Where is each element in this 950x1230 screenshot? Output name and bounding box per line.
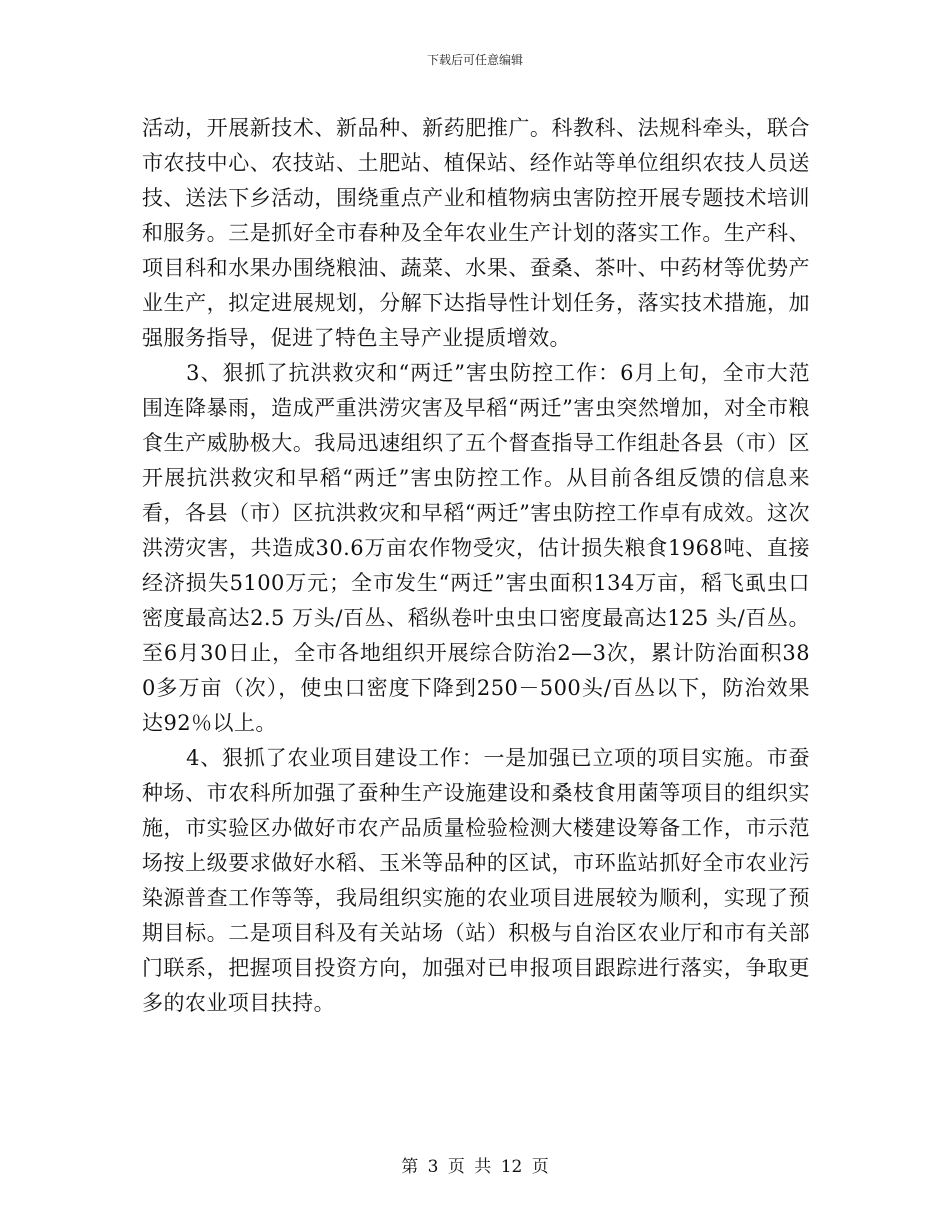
document-body [142, 111, 810, 1021]
paragraph-agri-projects: 4、狠抓了农业项目建设工作：一是加强已立项的项目实施。市蚕种场、市农科所加强了蚕种生产设施建设和桑枝食用菌等项目的组织实施，市实验区办做好市农产品质量检验检测大楼建设筹备工作，市示范场按上级要求做好水稻、玉米等品种的区试，市环监站抓好全市农业污染源普查工作等等，我局组织实施的农业项目进展较为顺利，实现了预期目标。二是项目科及有关站场（站）积极与自治区农业厅和市有关部门联系，把握项目投资方向，加强对已申报项目跟踪进行落实，争取更多的农业项目扶持。 [142, 746, 810, 1015]
paragraph-flood-pest-control: 3、狠抓了抗洪救灾和“两迁”害虫防控工作：6月上旬，全市大范围连降暴雨，造成严重洪涝灾害及早稻“两迁”害虫突然增加，对全市粮食生产威胁极大。我局迅速组织了五个督查指导工作组赴各县（市）区开展抗洪救灾和早稻“两迁”害虫防控工作。从目前各组反馈的信息来看，各县（市）区抗洪救灾和早稻“两迁”害虫防控工作卓有成效。这次洪涝灾害，共造成30.6万亩农作物受灾，估计损失粮食1968吨、直接经济损失5100万元；全市发生“两迁”害虫面积134万亩，稻飞虱虫口密度最高达2.5 万头/百丛、稻纵卷叶虫虫口密度最高达125 头/百丛。至6月30日止，全市各地组织开展综合防治2—3次，累计防治面积380多万亩（次），使虫口密度下降到250－500头/百丛以下，防治效果达92％以上。 [142, 361, 810, 735]
page-header: 下载后可任意编辑 [426, 53, 523, 67]
paragraph-continued: 活动，开展新技术、新品种、新药肥推广。科教科、法规科牵头，联合市农技中心、农技站、土肥站、植保站、经作站等单位组织农技人员送技、送法下乡活动，围绕重点产业和植物病虫害防控开展专题技术培训和服务。三是抓好全市春种及全年农业生产计划的落实工作。生产科、项目科和水果办围绕粮油、蔬菜、水果、蚕桑、茶叶、中药材等优势产业生产，拟定进展规划，分解下达指导性计划任务，落实技术措施，加强服务指导，促进了特色主导产业提质增效。 [142, 116, 810, 350]
page-number-footer: 第 3 页 共 12 页 [401, 1157, 549, 1177]
